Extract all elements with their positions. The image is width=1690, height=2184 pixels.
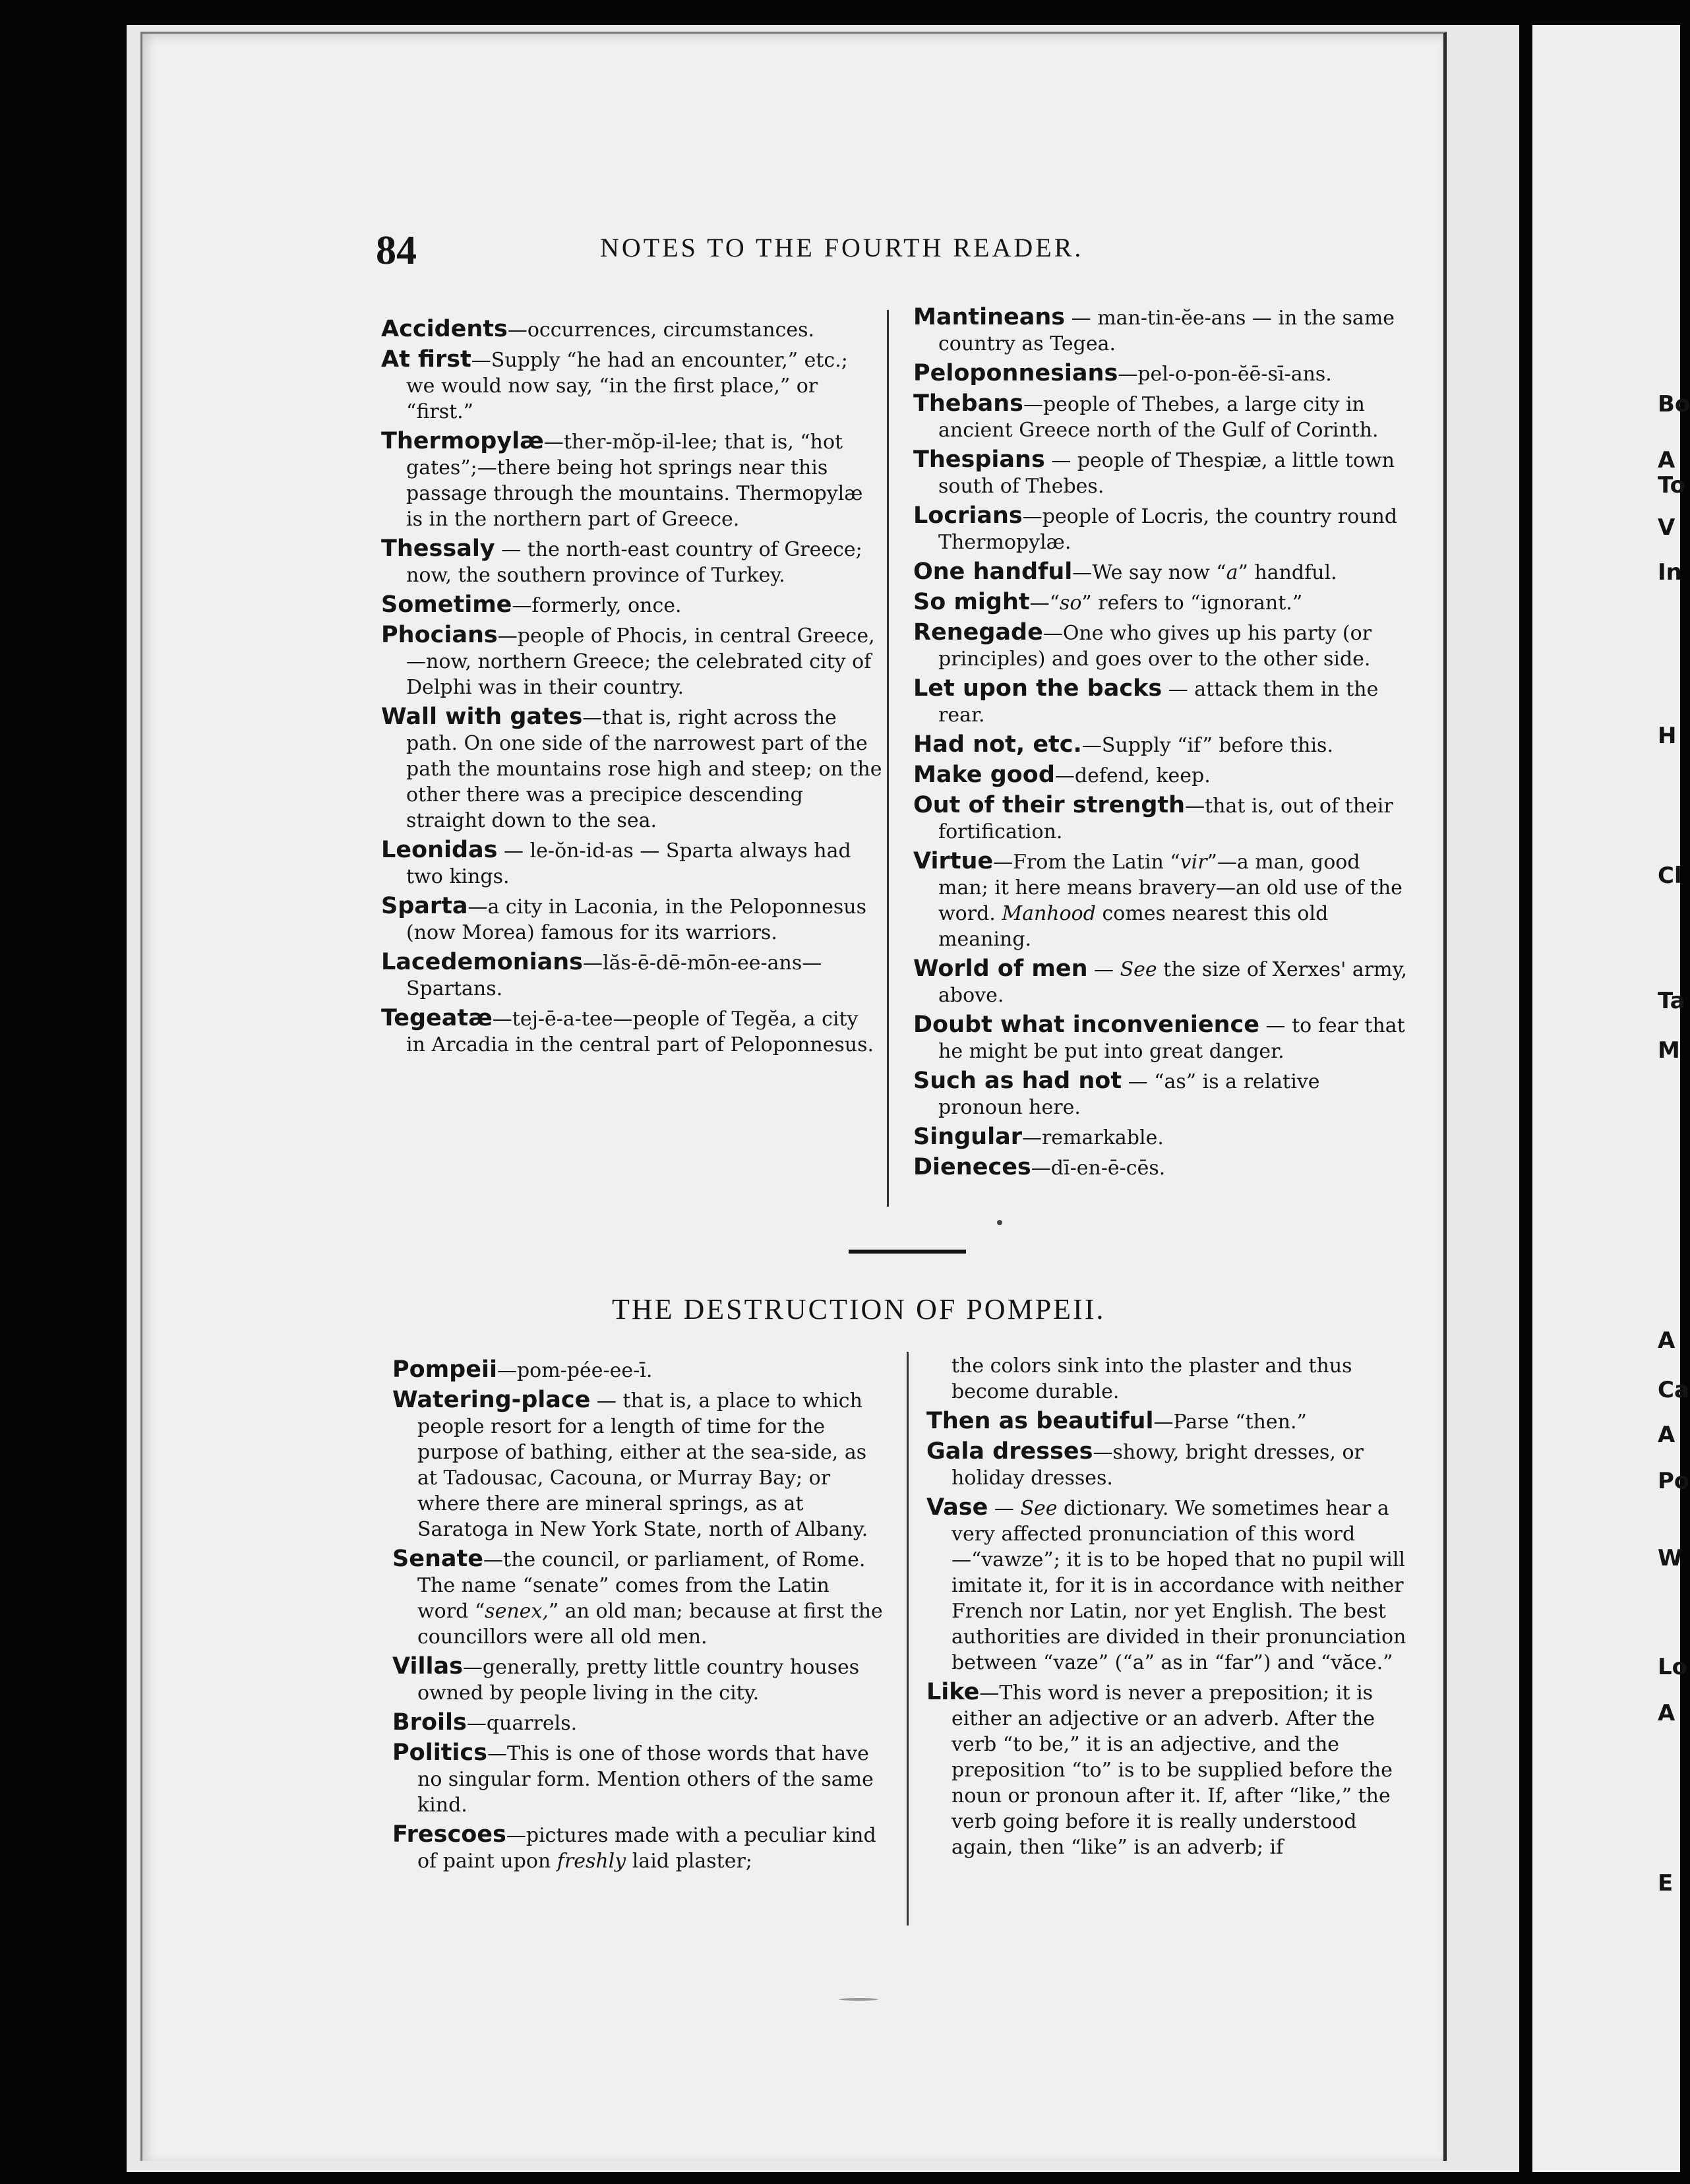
glossary-entry <box>926 1409 1418 1435</box>
entry-definition: —people of Locris, the country round Thermopylæ. <box>938 505 1398 554</box>
entry-term: Villas <box>392 1653 463 1680</box>
entry-definition: — <box>1087 958 1120 981</box>
entry-definition: ” handful. <box>1238 561 1337 584</box>
facing-page-letter: E <box>1658 1870 1674 1896</box>
entry-term: Wall with gates <box>381 704 583 730</box>
glossary-entry <box>913 447 1408 499</box>
entry-definition: ” an old man; because at first the councillors were all old men. <box>417 1600 883 1649</box>
glossary-entry <box>913 503 1408 555</box>
entry-term: Vase <box>926 1494 988 1521</box>
entry-term: Peloponnesians <box>913 360 1118 386</box>
glossary-entry <box>913 1155 1408 1181</box>
glossary-entry <box>381 704 882 834</box>
facing-page-letter: H <box>1658 723 1677 749</box>
page-number: 84 <box>376 228 417 273</box>
entry-definition: laid plaster; <box>626 1850 752 1873</box>
entry-term: Make good <box>913 762 1055 788</box>
entry-term: Tegeatæ <box>381 1005 493 1031</box>
facing-page-letter: A <box>1658 1422 1675 1448</box>
facing-page-letter: Ca <box>1658 1377 1689 1403</box>
glossary-entry <box>913 956 1408 1008</box>
entry-italic: senex, <box>485 1600 549 1623</box>
glossary-entry <box>392 1654 884 1706</box>
entry-definition: — that is, a place to which people resort for a length of time for the purpose of bathing, either at the sea-side, as at Tadousac, Cacouna, or Murray Bay; or where there are mineral springs, as at Saratoga in New York State, north of Albany. <box>417 1389 868 1541</box>
entry-definition: —formerly, once. <box>512 594 682 617</box>
glossary-entry <box>392 1740 884 1818</box>
entry-term: Like <box>926 1679 980 1705</box>
entry-definition: ”—a man, good man; it here means bravery—an old use of the word. <box>938 851 1403 925</box>
entry-definition: —pel-o-pon-ĕē-sī-ans. <box>1118 363 1332 386</box>
entry-term: Sometime <box>381 592 512 618</box>
glossary-entry <box>913 676 1408 728</box>
entry-definition: —pictures made with a peculiar kind of paint upon <box>417 1824 876 1873</box>
glossary-entry <box>392 1710 884 1736</box>
glossary-entry <box>913 1012 1408 1064</box>
entry-term: Had not, etc. <box>913 731 1082 758</box>
column-divider <box>887 310 889 1207</box>
entry-term: At first <box>381 346 471 373</box>
glossary-entry <box>392 1822 884 1874</box>
entry-definition: comes nearest this old meaning. <box>938 902 1329 951</box>
entry-term: Senate <box>392 1546 483 1572</box>
entry-term: Pompeii <box>392 1356 497 1383</box>
glossary-entry <box>913 732 1408 758</box>
facing-page-letter: A <box>1658 1327 1675 1354</box>
entry-definition: the size of Xerxes' army, above. <box>938 958 1408 1007</box>
entry-definition: —generally, pretty little country houses owned by people living in the city. <box>417 1656 860 1705</box>
glossary-entry <box>913 1068 1408 1120</box>
entry-definition: — “as” is a relative pronoun here. <box>938 1070 1320 1119</box>
glossary-entry <box>913 305 1408 357</box>
entry-term: Thessaly <box>381 535 495 562</box>
ink-speck <box>997 1220 1002 1225</box>
entry-italic: a <box>1226 561 1238 584</box>
entry-definition: — to fear that he might be put into great danger. <box>938 1014 1405 1063</box>
entry-definition: —showy, bright dresses, or holiday dresses. <box>951 1441 1364 1490</box>
glossary-entry <box>392 1357 884 1383</box>
entry-term: Let upon the backs <box>913 675 1162 702</box>
entry-definition: —We say now “ <box>1072 561 1226 584</box>
glossary-entry <box>913 361 1408 387</box>
entry-term: Dieneces <box>913 1154 1031 1180</box>
entry-term: Virtue <box>913 848 994 874</box>
glossary-entry <box>913 590 1408 616</box>
glossary-entry <box>913 391 1408 443</box>
entry-term: Broils <box>392 1709 467 1736</box>
entry-definition: —people of Thebes, a large city in ancient Greece north of the Gulf of Corinth. <box>938 393 1379 442</box>
facing-page-letter: W <box>1658 1545 1683 1571</box>
entry-definition: —ther-mŏp-il-lee; that is, “hot gates”;—there being hot springs near this passage through the mountains. Thermopylæ is in the northern part of Greece. <box>406 431 863 531</box>
entry-italic: See <box>1120 958 1157 981</box>
entry-term: Gala dresses <box>926 1438 1093 1465</box>
facing-page-letter: Po <box>1658 1468 1690 1494</box>
entry-definition: —From the Latin “ <box>993 851 1180 874</box>
glossary-entry <box>926 1680 1418 1860</box>
entry-definition: —remarkable. <box>1021 1126 1164 1149</box>
running-title: NOTES TO THE FOURTH READER. <box>600 233 1084 262</box>
entry-term: Doubt what inconvenience <box>913 1012 1259 1038</box>
entry-definition: — the north-east country of Greece; now, the southern province of Turkey. <box>406 538 862 587</box>
entry-definition: —quarrels. <box>466 1712 578 1735</box>
glossary-entry <box>381 317 882 343</box>
entry-definition: — le-ŏn-id-as — Sparta always had two kings. <box>406 839 851 888</box>
entry-term: Watering-place <box>392 1387 591 1413</box>
notes-column-right <box>926 1353 1418 1864</box>
entry-term: Phocians <box>381 622 498 648</box>
glossary-entry <box>381 1006 882 1058</box>
entry-term: Then as beautiful <box>926 1408 1154 1434</box>
facing-page-letter: M <box>1658 1037 1680 1064</box>
entry-term: Leonidas <box>381 837 498 863</box>
facing-page-letter: V <box>1658 514 1675 541</box>
facing-page-letter: In <box>1658 559 1682 586</box>
entry-definition: —occurrences, circumstances. <box>507 318 815 342</box>
section-title: THE DESTRUCTION OF POMPEII. <box>612 1293 1106 1325</box>
entry-definition: — <box>988 1497 1021 1520</box>
column-divider <box>907 1352 909 1926</box>
entry-term: Singular <box>913 1124 1022 1150</box>
facing-page-letter: Cl <box>1658 863 1682 889</box>
glossary-entry <box>381 837 882 890</box>
entry-definition: — attack them in the rear. <box>938 678 1379 727</box>
facing-page-letter: A <box>1658 447 1675 473</box>
glossary-entry <box>913 620 1408 672</box>
entry-definition: — people of Thespiæ, a little town south of Thebes. <box>938 449 1395 498</box>
entry-term: Locrians <box>913 502 1023 529</box>
glossary-entry <box>926 1439 1418 1491</box>
entry-italic: freshly <box>557 1850 626 1873</box>
entry-definition: —people of Phocis, in central Greece,—now, northern Greece; the celebrated city of Delphi was in their country. <box>406 624 875 699</box>
entry-term: Lacedemonians <box>381 949 583 975</box>
entry-italic: See <box>1020 1497 1058 1520</box>
facing-page-letter: To <box>1658 472 1686 499</box>
entry-definition: — man-tin-ĕe-ans — in the same country as Tegea. <box>938 307 1395 355</box>
glossary-entry <box>381 429 882 532</box>
entry-term: Thermopylæ <box>381 428 544 454</box>
glossary-entry <box>913 793 1408 845</box>
entry-definition: —lăs-ē-dē-mōn-ee-ans—Spartans. <box>406 952 822 1000</box>
entry-term: Mantineans <box>913 304 1066 330</box>
facing-page-letter: Bo <box>1658 391 1690 417</box>
entry-italic: vir <box>1180 851 1207 874</box>
glossary-entry <box>381 347 882 425</box>
entry-definition: —“ <box>1029 592 1060 615</box>
glossary-entry <box>381 592 882 619</box>
glossary-entry <box>926 1495 1418 1676</box>
glossary-entry <box>913 559 1408 586</box>
notes-column-right <box>913 305 1408 1185</box>
glossary-entry <box>381 894 882 946</box>
entry-term: Politics <box>392 1740 487 1766</box>
glossary-entry <box>381 622 882 700</box>
entry-definition: —Supply “if” before this. <box>1081 734 1333 757</box>
facing-page-letter: Ta <box>1658 988 1685 1014</box>
entry-definition: —Parse “then.” <box>1153 1410 1307 1434</box>
entry-italic: Manhood <box>1002 902 1096 925</box>
entry-definition: —pom-pée-ee-ī. <box>497 1359 653 1382</box>
entry-definition: —This word is never a preposition; it is either an adjective or an adverb. After the verb “to be,” it is an adjective, and the preposition “to” is to be supplied before the noun or pronoun after it. If, after “like,” the verb going before it is really understood again, then “like” is an adverb; if <box>951 1682 1393 1859</box>
entry-definition: —defend, keep. <box>1054 764 1211 787</box>
entry-definition: dictionary. We sometimes hear a very affected pronunciation of this word—“vawze”; it is to be hoped that no pupil will imitate it, for it is in accordance with neither French nor Latin, nor yet English. The best authorities are divided in their pronunciation between “vaze” (“a” as in “far”) and “văce.” <box>951 1497 1406 1674</box>
entry-continuation: the colors sink into the plaster and thus become durable. <box>951 1354 1352 1403</box>
entry-term: Out of their strength <box>913 792 1186 818</box>
glossary-entry <box>381 950 882 1002</box>
entry-definition: —a city in Laconia, in the Peloponnesus (now Morea) famous for its warriors. <box>406 895 866 944</box>
section-rule <box>849 1250 966 1254</box>
entry-term: Accidents <box>381 316 508 342</box>
facing-page-letter: Lo <box>1658 1654 1688 1680</box>
entry-term: Renegade <box>913 619 1043 646</box>
entry-term: Thebans <box>913 390 1023 417</box>
glossary-entry <box>913 1124 1408 1151</box>
entry-term: Such as had not <box>913 1068 1122 1094</box>
entry-italic: so <box>1059 592 1082 615</box>
entry-term: World of men <box>913 956 1088 982</box>
entry-definition: —that is, right across the path. On one side of the narrowest part of the path the mountains rose high and steep; on the other there was a precipice descending straight down to the sea. <box>406 706 882 832</box>
entry-definition: —This is one of those words that have no singular form. Mention others of the same kind. <box>417 1742 874 1817</box>
entry-definition: —dī-en-ē-cēs. <box>1031 1157 1166 1180</box>
entry-definition: —One who gives up his party (or principles) and goes over to the other side. <box>938 622 1372 671</box>
entry-definition: ” refers to “ignorant.” <box>1081 592 1303 615</box>
entry-definition: —tej-ē-a-tee—people of Tegĕa, a city in Arcadia in the central part of Peloponnesus. <box>406 1008 874 1056</box>
entry-term: Thespians <box>913 446 1045 473</box>
ink-speck <box>839 1998 878 2001</box>
facing-page <box>1532 25 1690 2172</box>
entry-definition: —Supply “he had an encounter,” etc.; we would now say, “in the first place,” or “first.” <box>406 349 848 423</box>
glossary-entry <box>392 1546 884 1650</box>
glossary-entry <box>381 536 882 588</box>
entry-term: Sparta <box>381 893 468 919</box>
entry-term: One handful <box>913 559 1073 585</box>
entry-term: So might <box>913 589 1030 615</box>
notes-column-left <box>392 1357 884 1878</box>
glossary-entry <box>913 762 1408 789</box>
glossary-entry <box>913 849 1408 952</box>
entry-definition: —that is, out of their fortification. <box>938 795 1393 843</box>
notes-column-left <box>381 317 882 1062</box>
entry-definition: —the council, or parliament, of Rome. The name “senate” comes from the Latin word “ <box>417 1548 866 1623</box>
entry-term: Frescoes <box>392 1821 506 1848</box>
facing-page-letter: A <box>1658 1700 1675 1726</box>
glossary-entry <box>392 1387 884 1542</box>
